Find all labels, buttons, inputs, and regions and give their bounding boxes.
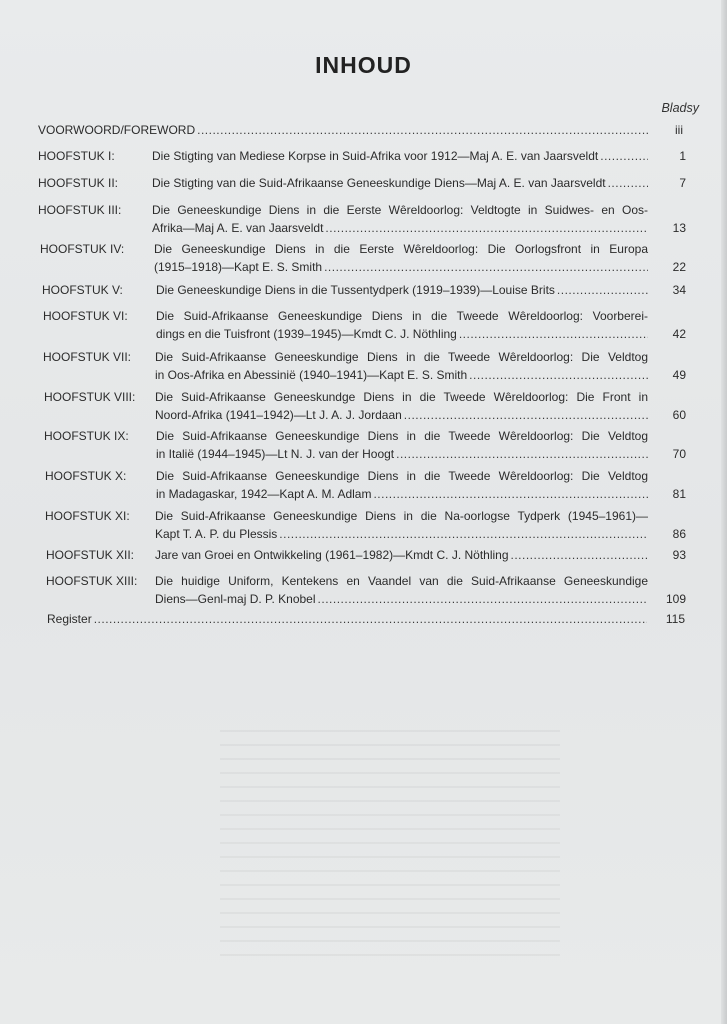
chapter-heading: HOOFSTUK VII: [43,350,132,364]
toc-entry-chapter [44,427,686,463]
dot-leader [469,366,648,384]
toc-entry-chapter [43,307,686,343]
chapter-title-text: Noord-Afrika (1941–1942)—Lt J. A. J. Jordaan [155,408,402,422]
toc-page-number: 22 [672,260,686,274]
chapter-title-text: in Madagaskar, 1942—Kapt A. M. Adlam [156,487,372,501]
toc-page-number: 13 [672,221,686,235]
chapter-title-text: Die Stigting van Mediese Korpse in Suid-Afrika voor 1912—Maj A. E. van Jaarsveldt [152,149,599,163]
chapter-title-line [152,201,648,219]
chapter-heading: HOOFSTUK VI: [43,309,128,323]
chapter-title-text: Die Suid-Afrikaanse Geneeskundige Diens in die Tweede Wêreldoorlog: Die Veldtog [155,350,648,364]
dot-leader [324,258,648,276]
chapter-heading: HOOFSTUK XII: [46,548,135,562]
dot-leader [396,445,648,463]
toc-page-number: 86 [672,527,686,541]
chapter-heading: HOOFSTUK XI: [45,509,130,523]
toc-page-number: 49 [672,368,686,382]
chapter-title-text: Die Suid-Afrikaanse Geneeskundge Diens in die Tweede Wêreldoorlog: Die Front in [155,390,648,404]
chapter-heading: HOOFSTUK V: [42,283,123,297]
toc-page-number: 42 [672,327,686,341]
toc-entry-chapter [43,348,686,384]
chapter-title-line [155,507,648,525]
chapter-title-line [155,546,648,564]
chapter-heading: HOOFSTUK IV: [40,242,125,256]
toc-entry-chapter [46,546,686,564]
chapter-title-line [156,307,648,325]
toc-entry-chapter [42,281,686,299]
chapter-title-text: Die Geneeskundige Diens in die Eerste Wêreldoorlog: Die Oorlogsfront in Europa [154,242,648,256]
chapter-title-line [155,366,648,384]
chapter-title-line [155,590,648,608]
chapter-title-text: Die Geneeskundige Diens in die Eerste Wêreldoorlog: Veldtogte in Suidwes- en Oos- [152,203,648,217]
chapter-heading: HOOFSTUK XIII: [46,574,138,588]
toc-page-number: 115 [665,612,685,626]
chapter-title-text: Diens—Genl-maj D. P. Knobel [155,592,316,606]
chapter-title-text: (1915–1918)—Kapt E. S. Smith [154,260,323,274]
toc-page-number: 60 [672,408,686,422]
toc-entry-label: VOORWOORD/FOREWORD [38,123,196,137]
toc-entry-chapter [45,507,686,543]
chapter-title-line [156,467,648,485]
toc-entry-register [47,610,685,628]
chapter-title-text: Die Suid-Afrikaanse Geneeskundige Diens in die Tweede Wêreldoorlog: Die Veldtog [156,469,648,483]
chapter-title-line [156,445,648,463]
toc-page-number: 81 [672,487,686,501]
chapter-title-text: Jare van Groei en Ontwikkeling (1961–1982)—Kmdt C. J. Nöthling [155,548,509,562]
dot-leader [94,610,647,628]
toc-page-number: 7 [679,176,686,190]
page-column-label: Bladsy [661,101,699,115]
toc-entry-foreword [38,121,683,139]
toc-entry-chapter [38,201,686,237]
chapter-title-line [155,348,648,366]
dot-leader [404,406,648,424]
dot-leader [608,174,648,192]
chapter-heading: HOOFSTUK X: [45,469,127,483]
dot-leader [600,147,648,165]
chapter-title-line [155,572,648,590]
toc-page-number: 93 [672,548,686,562]
chapter-title-line [152,219,648,237]
chapter-heading: HOOFSTUK VIII: [44,390,136,404]
chapter-heading: HOOFSTUK I: [38,149,115,163]
chapter-title-line [156,281,648,299]
toc-entry-chapter [38,174,686,192]
chapter-title-line [155,525,648,543]
chapter-title-line [154,240,648,258]
toc-page-number: iii [675,123,683,137]
toc-page-number: 70 [672,447,686,461]
chapter-heading: HOOFSTUK IX: [44,429,129,443]
chapter-title-text: in Oos-Afrika en Abessinië (1940–1941)—Kapt E. S. Smith [155,368,468,382]
toc-entry-chapter [40,240,686,276]
toc-page-number: 34 [672,283,686,297]
dot-leader [325,219,648,237]
chapter-title-line [152,147,648,165]
chapter-title-text: Die huidige Uniform, Kentekens en Vaandel van die Suid-Afrikaanse Geneeskundige [155,574,648,588]
toc-page-number: 1 [679,149,686,163]
toc-page-number: 109 [665,592,686,606]
toc-entry-chapter [46,572,686,608]
dot-leader [318,590,648,608]
chapter-title-text: Die Geneeskundige Diens in die Tussentydperk (1919–1939)—Louise Brits [156,283,555,297]
dot-leader [511,546,648,564]
chapter-title-text: Die Suid-Afrikaanse Geneeskundige Diens in die Tweede Wêreldoorlog: Die Veldtog [156,429,648,443]
page-title: INHOUD [315,52,412,78]
toc-entry-chapter [44,388,686,424]
chapter-title-line [156,427,648,445]
dot-leader [279,525,648,543]
dot-leader [459,325,648,343]
chapter-title-text: Die Suid-Afrikaanse Geneeskundige Diens in die Tweede Wêreldoorlog: Voorberei- [156,309,648,323]
chapter-title-text: dings en die Tuisfront (1939–1945)—Kmdt C. J. Nöthling [156,327,457,341]
chapter-heading: HOOFSTUK II: [38,176,119,190]
dot-leader [197,121,648,139]
chapter-title-line [152,174,648,192]
toc-entry-chapter [38,147,686,165]
chapter-title-line [154,258,648,276]
toc-entry-chapter [45,467,686,503]
chapter-title-text: in Italië (1944–1945)—Lt N. J. van der Hoogt [156,447,395,461]
chapter-title-line [155,388,648,406]
dot-leader [557,281,648,299]
chapter-title-text: Kapt T. A. P. du Plessis [155,527,278,541]
dot-leader [373,485,648,503]
chapter-heading: HOOFSTUK III: [38,203,122,217]
chapter-title-line [156,325,648,343]
chapter-title-line [156,485,648,503]
chapter-title-text: Die Suid-Afrikaanse Geneeskundige Diens in die Na-oorlogse Tydperk (1945–1961)— [155,509,648,523]
chapter-title-text: Afrika—Maj A. E. van Jaarsveldt [152,221,324,235]
bleed-through [220,730,560,960]
toc-entry-label: Register [47,612,92,626]
chapter-title-line [155,406,648,424]
chapter-title-text: Die Stigting van die Suid-Afrikaanse Geneeskundige Diens—Maj A. E. van Jaarsveldt [152,176,606,190]
page-edge [721,0,727,1024]
